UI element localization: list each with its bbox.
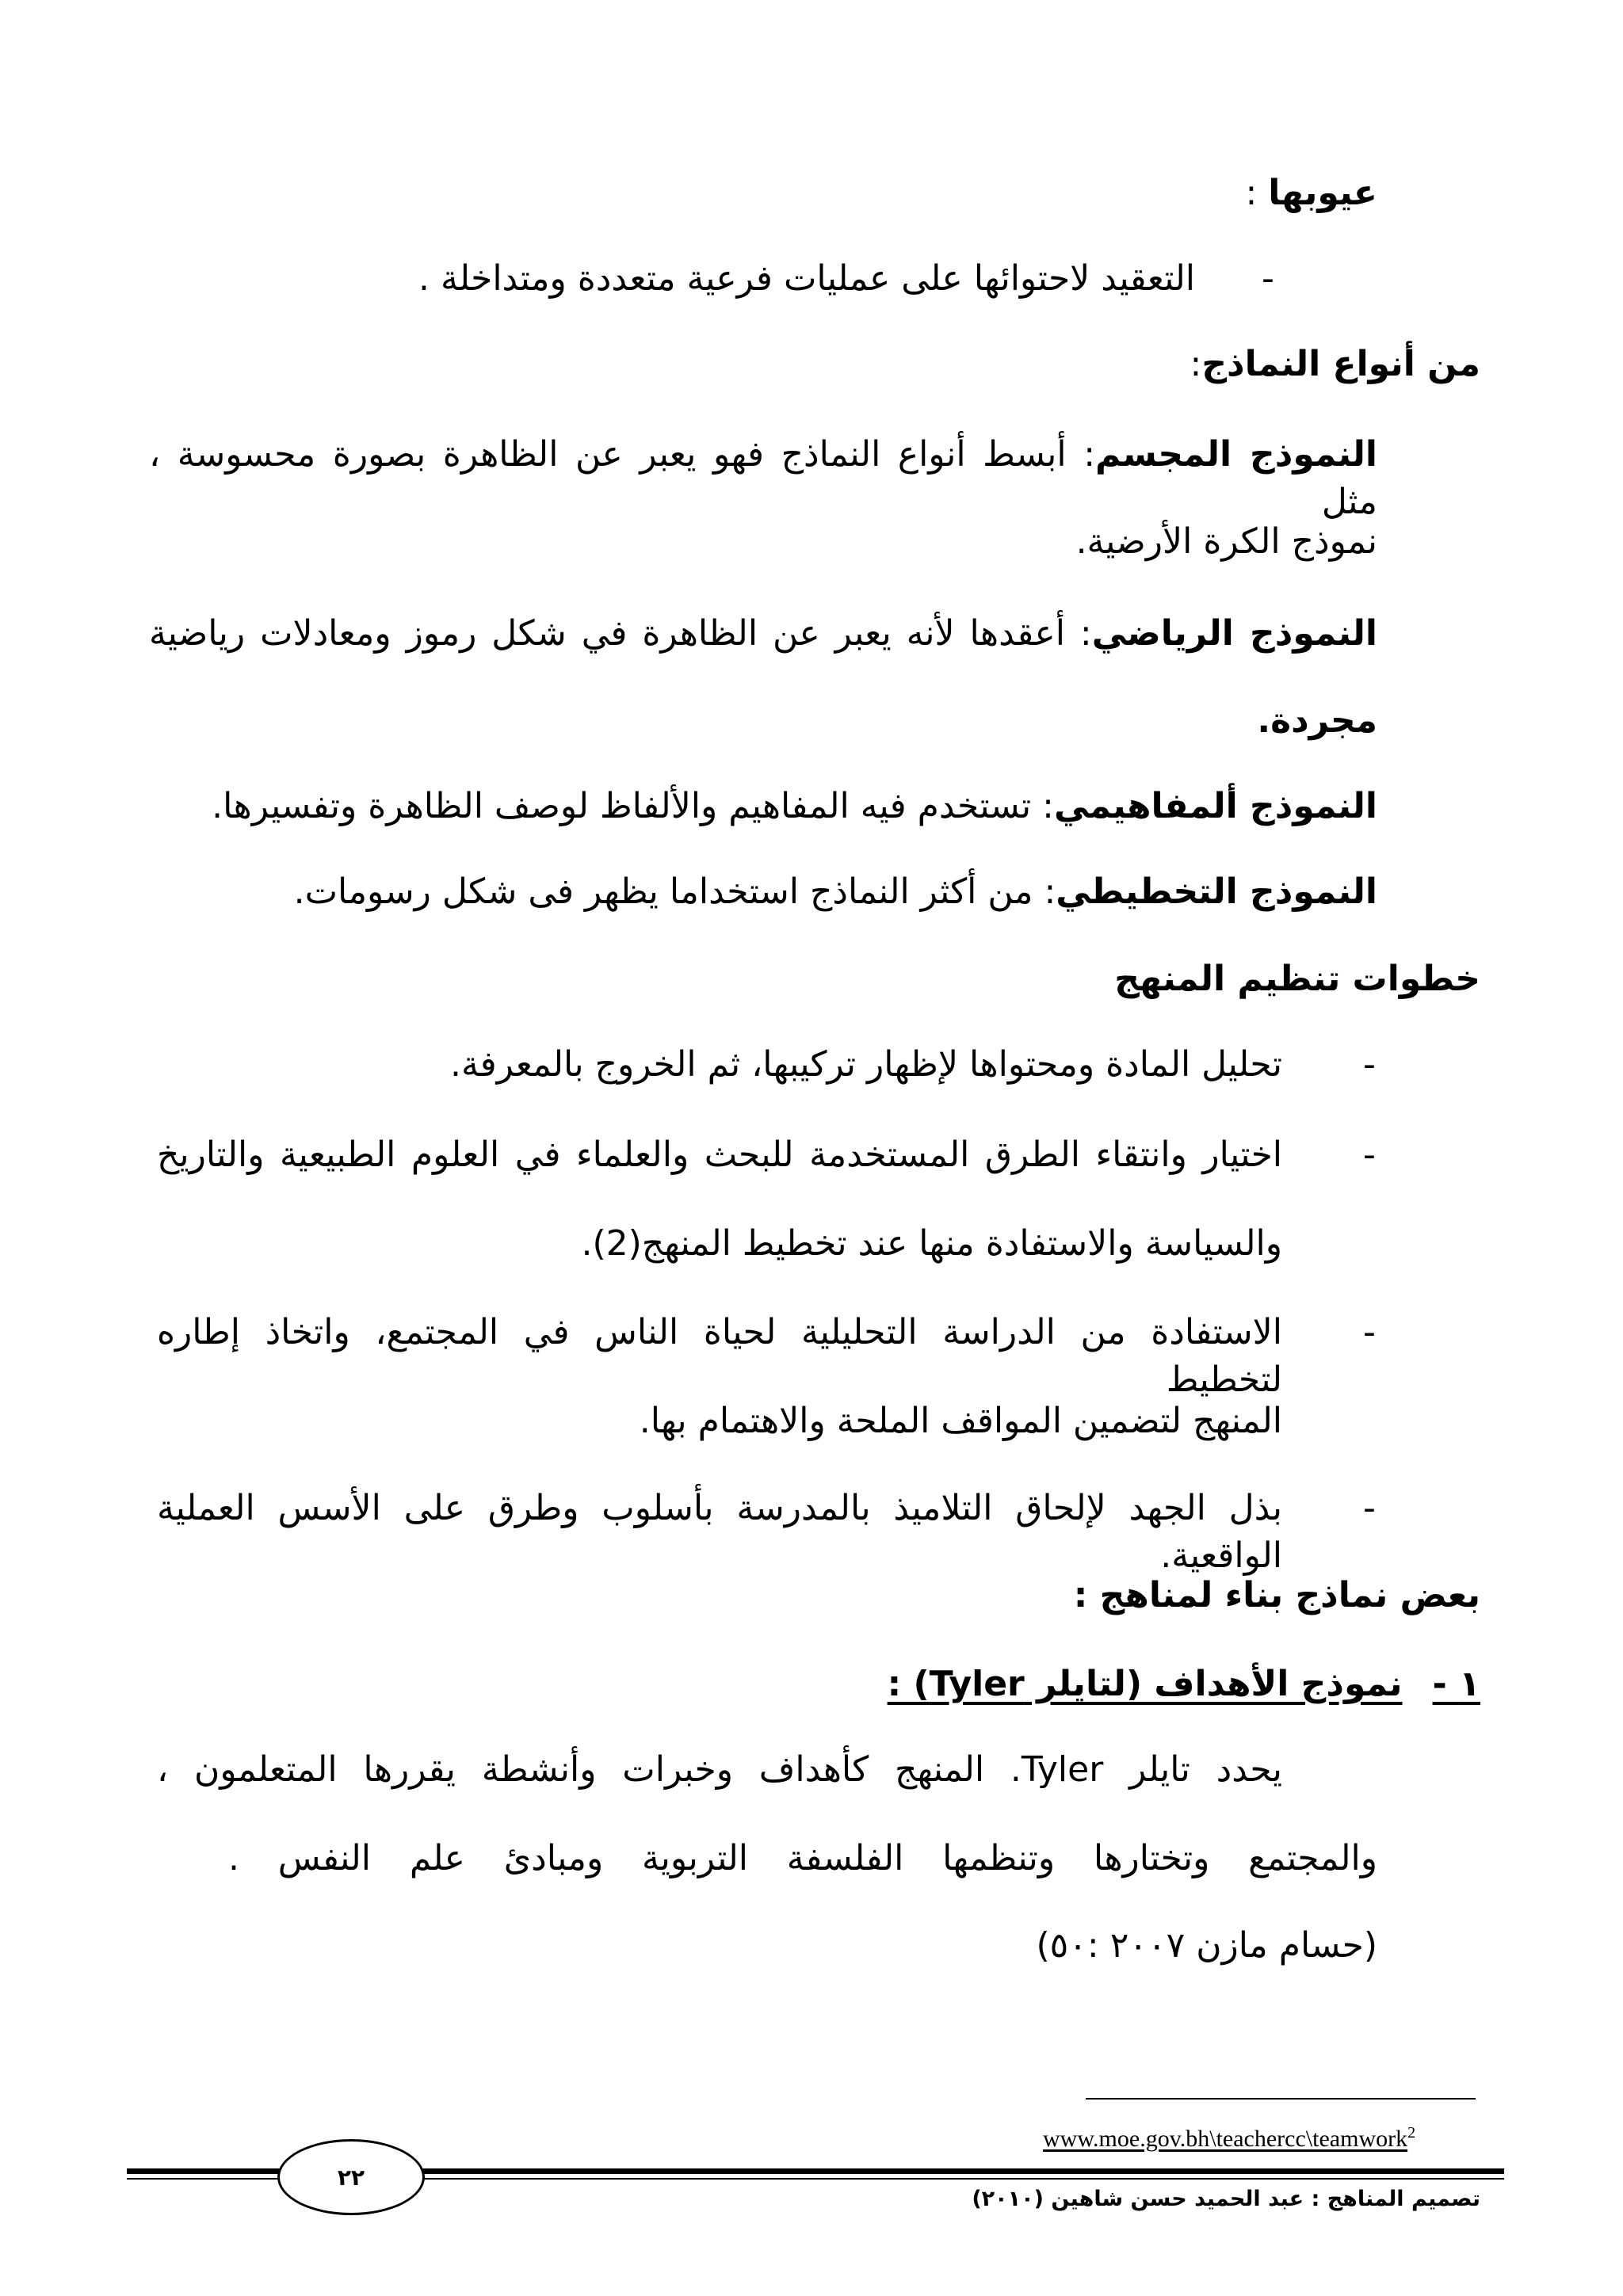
model-mathematical-label: النموذج الرياضي bbox=[1091, 613, 1377, 654]
heading-model-types-label: من أنواع النماذج bbox=[1201, 344, 1480, 384]
model-mathematical bbox=[149, 610, 1377, 658]
footnote-link[interactable]: www.moe.gov.bh\teachercc\teamwork bbox=[1043, 2126, 1408, 2152]
model-schematic bbox=[294, 868, 1377, 916]
step-item-2-cont: والسياسة والاستفادة منها عند تخطيط المنهج(2). bbox=[581, 1223, 1282, 1264]
list-dash: - bbox=[1363, 1044, 1376, 1085]
step-item-2: اختيار وانتقاء الطرق المستخدمة للبحث والعلماء في العلوم الطبيعية والتاريخ bbox=[157, 1135, 1282, 1175]
heading-tyler-model bbox=[888, 1661, 1480, 1708]
heading-model-types bbox=[1190, 341, 1480, 388]
footnote bbox=[1043, 2117, 1415, 2155]
model-conceptual-text: : تستخدم فيه المفاهيم والألفاظ لوصف الظاهرة وتفسيرها. bbox=[212, 786, 1054, 826]
heading-steps: خطوات تنظيم المنهج bbox=[1114, 959, 1480, 999]
tyler-paragraph-1: يحدد تايلر Tyler. المنهج كأهداف وخبرات وأنشطة يقررها المتعلمون ، bbox=[157, 1749, 1282, 1790]
citation: (حسام مازن ٢٠٠٧ :٥٠) bbox=[1036, 1925, 1377, 1966]
defect-item: التعقيد لاحتوائها على عمليات فرعية متعددة ومتداخلة . bbox=[418, 258, 1195, 299]
footer-credit: تصميم المناهج : عبد الحميد حسن شاهين (٢٠١٠) bbox=[972, 2187, 1480, 2211]
step-item-3: الاستفادة من الدراسة التحليلية لحياة الناس في المجتمع، واتخاذ إطاره لتخطيط bbox=[157, 1312, 1282, 1400]
model-conceptual-label: النموذج ألمفاهيمي bbox=[1053, 786, 1377, 826]
model-conceptual bbox=[212, 783, 1377, 830]
list-dash: - bbox=[1363, 1135, 1376, 1175]
heading-defects bbox=[1245, 170, 1377, 217]
model-mathematical-text: : أعقدها لأنه يعبر عن الظاهرة في شكل رموز ومعادلات رياضية bbox=[149, 613, 1092, 654]
model-physical-cont: نموذج الكرة الأرضية. bbox=[1075, 521, 1377, 562]
list-dash: - bbox=[1262, 258, 1274, 299]
heading-tyler-number: ١ - bbox=[1432, 1664, 1480, 1704]
model-mathematical-cont: مجردة. bbox=[1257, 700, 1377, 741]
footnote-mark: 2 bbox=[1407, 2124, 1416, 2142]
page-number-badge bbox=[277, 2139, 425, 2215]
heading-tyler-text: نموذج الأهداف (لتايلر Tyler) : bbox=[887, 1664, 1403, 1704]
page-number: ٢٢ bbox=[337, 2164, 365, 2191]
model-physical-text: : أبسط أنواع النماذج فهو يعبر عن الظاهرة بصورة محسوسة ، مثل bbox=[149, 434, 1377, 522]
step-item-3-cont: المنهج لتضمين المواقف الملحة والاهتمام بها. bbox=[639, 1401, 1282, 1441]
heading-defects-label: عيوبها bbox=[1268, 173, 1377, 213]
heading-model-types-colon: : bbox=[1190, 344, 1202, 384]
model-schematic-label: النموذج التخطيطي bbox=[1056, 871, 1377, 912]
heading-defects-colon: : bbox=[1245, 173, 1269, 213]
step-item-4: بذل الجهد لإلحاق التلاميذ بالمدرسة بأسلوب وطرق على الأسس العملية الواقعية. bbox=[157, 1488, 1282, 1576]
list-dash: - bbox=[1363, 1312, 1376, 1352]
tyler-paragraph-2: والمجتمع وتختارها وتنظمها الفلسفة التربوية ومبادئ علم النفس . bbox=[228, 1838, 1377, 1878]
model-physical-label: النموذج المجسم bbox=[1095, 434, 1377, 475]
footnote-rule bbox=[1086, 2098, 1476, 2100]
step-item-1: تحليل المادة ومحتواها لإظهار تركيبها، ثم الخروج بالمعرفة. bbox=[450, 1044, 1282, 1085]
model-physical bbox=[149, 431, 1377, 526]
heading-curriculum-models: بعض نماذج بناء لمناهج : bbox=[1073, 1575, 1480, 1615]
list-dash: - bbox=[1363, 1488, 1376, 1528]
model-schematic-text: : من أكثر النماذج استخداما يظهر فى شكل رسومات. bbox=[293, 871, 1056, 912]
